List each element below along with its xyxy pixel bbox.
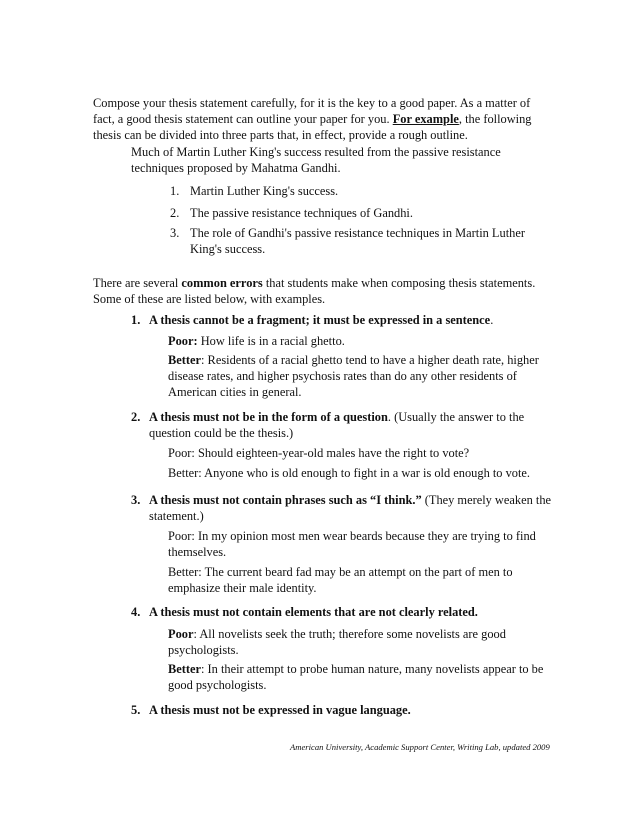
example-thesis: Much of Martin Luther King's success resulted from the passive resistance techniques proposed by Mahatma Gandhi. xyxy=(131,145,501,175)
rule-1-poor xyxy=(168,333,548,349)
rule-title: A thesis must not contain phrases such as “I think.” xyxy=(149,493,422,507)
rule-title: A thesis cannot be a fragment; it must be expressed in a sentence xyxy=(149,313,491,327)
better-label: Better xyxy=(168,662,202,676)
rule-1-better xyxy=(168,352,548,400)
rule-1-heading xyxy=(131,312,551,328)
rule-title: A thesis must not be expressed in vague language. xyxy=(149,703,411,717)
rule-title: A thesis must not be in the form of a question xyxy=(149,410,388,424)
errors-intro-text-1: There are several xyxy=(93,276,182,290)
rule-number: 1. xyxy=(131,313,141,327)
rule-2-heading xyxy=(131,409,551,441)
intro-text-1: Compose your thesis statement carefully, for it is the key to a good paper. As a matter of fact, a good thesis statement can outline your paper for you. xyxy=(93,96,531,126)
rule-3-heading xyxy=(131,492,551,524)
rule-2-poor: Poor: Should eighteen-year-old males have the right to vote? xyxy=(168,446,470,460)
rule-3-poor: Poor: In my opinion most men wear beards because they are trying to find themselves. xyxy=(168,529,536,559)
rule-title-rest: . (Usually the answer to the question could be the thesis.) xyxy=(149,410,525,440)
better-text: : Residents of a racial ghetto tend to have a higher death rate, higher disease rates, and higher psychosis rates than do any other residents of American cities in general. xyxy=(168,353,539,399)
rule-4-poor xyxy=(168,626,548,658)
outline-number: 1. xyxy=(170,184,180,198)
rule-number: 5. xyxy=(131,703,141,717)
common-errors-term: common errors xyxy=(181,276,263,290)
rule-title-rest: . xyxy=(490,313,494,327)
rule-2-better: Better: Anyone who is old enough to fight in a war is old enough to vote. xyxy=(168,466,531,480)
outline-item: The role of Gandhi's passive resistance techniques in Martin Luther King's success. xyxy=(190,226,525,256)
rule-4-better xyxy=(168,661,548,693)
errors-intro-text-2: that students make when composing thesis statements. Some of these are listed below, with examples. xyxy=(93,276,536,306)
poor-label: Poor: xyxy=(168,334,198,348)
rule-3-better: Better: The current beard fad may be an attempt on the part of men to emphasize their male identity. xyxy=(168,565,513,595)
outline-number: 2. xyxy=(170,206,180,220)
rule-number: 2. xyxy=(131,410,141,424)
poor-text: How life is in a racial ghetto. xyxy=(197,334,345,348)
errors-intro-paragraph xyxy=(93,275,548,307)
for-example-link: For example xyxy=(392,112,459,126)
rule-number: 3. xyxy=(131,493,141,507)
rule-title: A thesis must not contain elements that are not clearly related. xyxy=(149,605,478,619)
poor-text: : All novelists seek the truth; therefore some novelists are good psychologists. xyxy=(168,627,506,657)
intro-text-2: , the following thesis can be divided into three parts that, in effect, provide a rough outline. xyxy=(93,112,532,142)
poor-label: Poor xyxy=(168,627,194,641)
outline-item: The passive resistance techniques of Gandhi. xyxy=(190,206,413,220)
rule-number: 4. xyxy=(131,605,141,619)
page-footer: American University, Academic Support Center, Writing Lab, updated 2009 xyxy=(290,742,550,752)
outline-number: 3. xyxy=(170,226,180,240)
rule-5-heading xyxy=(131,702,551,718)
better-label: Better xyxy=(168,353,202,367)
rule-4-heading xyxy=(131,604,551,620)
intro-paragraph xyxy=(93,95,548,143)
better-text: : In their attempt to probe human nature, many novelists appear to be good psychologists. xyxy=(168,662,544,692)
outline-item: Martin Luther King's success. xyxy=(190,184,339,198)
rule-title-rest: (They merely weaken the statement.) xyxy=(149,493,552,523)
